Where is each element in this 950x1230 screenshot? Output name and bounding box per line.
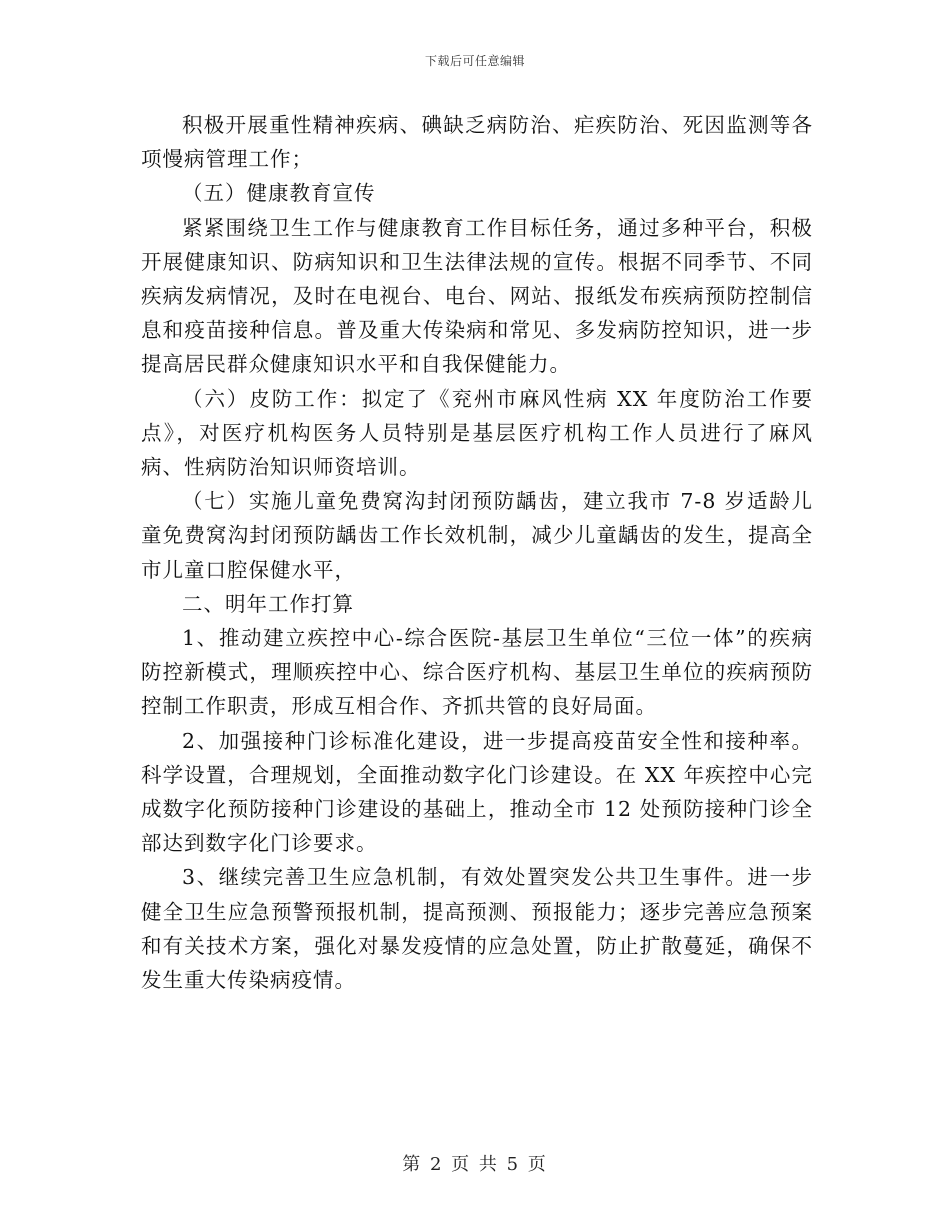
paragraph-plan-item-3: 3、继续完善卫生应急机制，有效处置突发公共卫生事件。进一步健全卫生应急预警预报机制，提高预测、预报能力；逐步完善应急预案和有关技术方案，强化对暴发疫情的应急处置，防止扩散蔓延，确保不发生重大传染病疫情。 bbox=[141, 865, 813, 993]
section-heading-health-education: （五）健康教育宣传 bbox=[182, 181, 376, 206]
section-heading-next-year-plan: 二、明年工作打算 bbox=[182, 591, 354, 616]
paragraph-health-education: 紧紧围绕卫生工作与健康教育工作目标任务，通过多种平台，积极开展健康知识、防病知识和卫生法律法规的宣传。根据不同季节、不同疾病发病情况，及时在电视台、电台、网站、报纸发布疾病预防控制信息和疫苗接种信息。普及重大传染病和常见、多发病防控知识，进一步提高居民群众健康知识水平和自我保健能力。 bbox=[141, 215, 813, 377]
paragraph-plan-item-2: 2、加强接种门诊标准化建设，进一步提高疫苗安全性和接种率。科学设置，合理规划，全面推动数字化门诊建设。在 XX 年疾控中心完成数字化预防接种门诊建设的基础上，推动全市 12 处预防接种门诊全部达到数字化门诊要求。 bbox=[141, 728, 813, 856]
paragraph-skin-disease-prevention: （六）皮防工作：拟定了《兖州市麻风性病 XX 年度防治工作要点》，对医疗机构医务人员特别是基层医疗机构工作人员进行了麻风病、性病防治知识师资培训。 bbox=[141, 386, 813, 480]
page-number-footer: 第 2 页 共 5 页 bbox=[402, 1154, 548, 1175]
paragraph-chronic-disease: 积极开展重性精神疾病、碘缺乏病防治、疟疾防治、死因监测等各项慢病管理工作； bbox=[141, 113, 813, 172]
paragraph-plan-item-1: 1、推动建立疾控中心-综合医院-基层卫生单位“三位一体”的疾病防控新模式，理顺疾控中心、综合医疗机构、基层卫生单位的疾病预防控制工作职责，形成互相合作、齐抓共管的良好局面。 bbox=[141, 626, 813, 719]
page-header: 下载后可任意编辑 bbox=[424, 54, 525, 68]
paragraph-child-dental-care: （七）实施儿童免费窝沟封闭预防龋齿，建立我市 7-8 岁适龄儿童免费窝沟封闭预防龋齿工作长效机制，减少儿童龋齿的发生，提高全市儿童口腔保健水平， bbox=[141, 489, 813, 582]
document-body bbox=[141, 108, 813, 997]
